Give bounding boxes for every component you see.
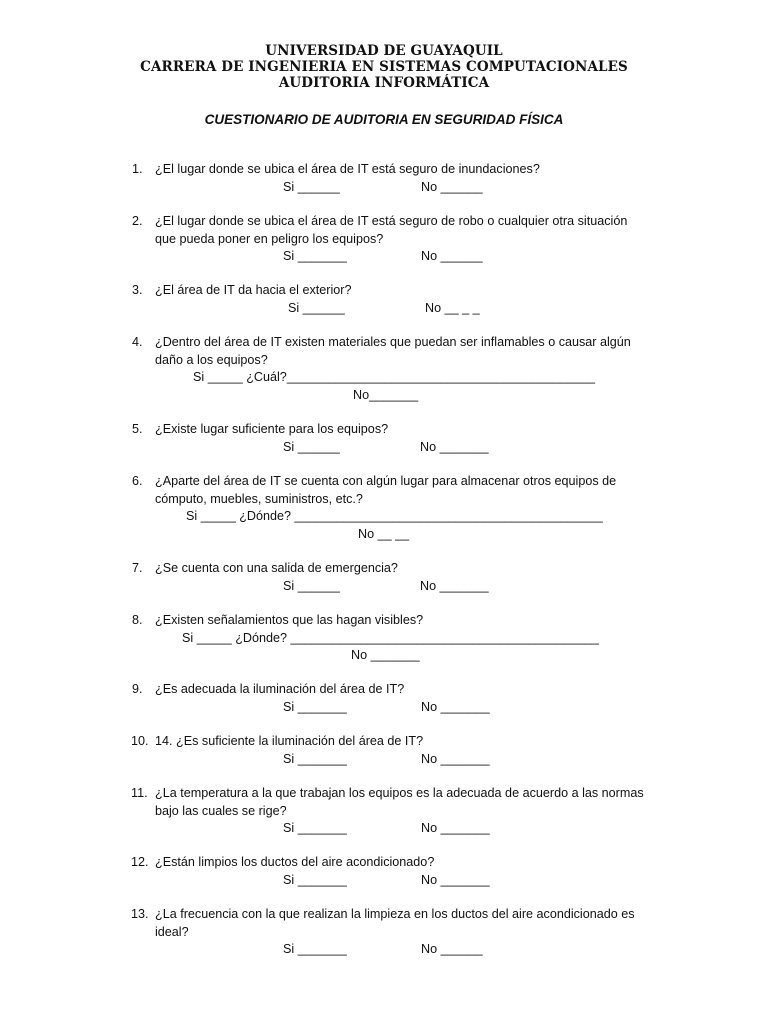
answer-si-cual: Si _____ ¿Cuál?____________________________________________	[193, 370, 595, 384]
question-line: ¿Están limpios los ductos del aire acondicionado?	[155, 855, 435, 869]
question-number: 12.	[131, 855, 149, 869]
question-line: ideal?	[155, 924, 189, 939]
answer-no: No _______	[420, 578, 489, 593]
answer-si-donde: Si _____ ¿Dónde? ____________________________________________	[186, 509, 603, 523]
question-line: 14. ¿Es suficiente la iluminación del área de IT?	[155, 734, 424, 748]
answer-no: No _______	[421, 699, 490, 714]
question-text	[155, 906, 635, 941]
answer-no: No_______	[353, 387, 419, 402]
answer-si: Si _______	[283, 872, 347, 887]
question-number: 10.	[131, 734, 149, 748]
question-line: ¿Existe lugar suficiente para los equipos?	[155, 422, 389, 436]
question-text	[155, 473, 616, 508]
question-line: ¿Dentro del área de IT existen materiales que puedan ser inflamables o causar algún	[155, 335, 631, 349]
answer-si: Si _______	[283, 751, 347, 766]
answer-no: No _______	[421, 751, 490, 766]
question-text	[155, 421, 388, 439]
answer-no: No ______	[421, 179, 483, 194]
answer-no: No ______	[421, 249, 483, 263]
question-line: daño a los equipos?	[155, 352, 268, 367]
question-line: ¿El área de IT da hacia el exterior?	[155, 283, 352, 297]
questionnaire-title: CUESTIONARIO DE AUDITORIA EN SEGURIDAD FÍSICA	[204, 112, 564, 127]
question-number: 9.	[132, 682, 143, 696]
question-text	[155, 612, 423, 630]
question-text	[155, 560, 398, 578]
answer-no: No _______	[351, 648, 420, 662]
answer-si: Si ______	[283, 578, 340, 593]
question-line: ¿Es adecuada la iluminación del área de IT?	[155, 682, 405, 696]
question-number: 6.	[132, 474, 143, 488]
question-text	[155, 733, 423, 751]
answer-si: Si _______	[283, 249, 347, 263]
answer-si: Si _______	[283, 821, 347, 835]
question-line: cómputo, muebles, suministros, etc.?	[155, 491, 363, 506]
answer-no: No _______	[421, 821, 490, 835]
answer-no: No __ __	[358, 526, 410, 541]
question-line: ¿El lugar donde se ubica el área de IT está seguro de robo o cualquier otra situación	[155, 214, 628, 228]
question-number: 7.	[132, 561, 143, 575]
question-number: 8.	[132, 613, 143, 627]
answer-si: Si ______	[283, 439, 340, 454]
question-text	[155, 213, 627, 248]
question-text	[155, 681, 404, 699]
question-line: ¿La temperatura a la que trabajan los equipos es la adecuada de acuerdo a las normas	[155, 786, 644, 800]
question-line: bajo las cuales se rige?	[155, 803, 287, 818]
question-number: 5.	[132, 422, 143, 436]
question-line: ¿La frecuencia con la que realizan la limpieza en los ductos del aire acondicionado es	[155, 907, 635, 921]
answer-si: Si _______	[283, 942, 347, 956]
question-line: que pueda poner en peligro los equipos?	[155, 231, 384, 246]
question-text	[155, 282, 351, 300]
question-text	[155, 785, 644, 820]
question-text	[155, 854, 434, 872]
university-name: UNIVERSIDAD DE GUAYAQUIL	[265, 43, 503, 59]
question-number: 4.	[132, 335, 143, 349]
answer-no: No __ _ _	[425, 300, 480, 315]
question-number: 11.	[131, 786, 148, 800]
career-name: CARRERA DE INGENIERIA EN SISTEMAS COMPUTACIONALES	[140, 59, 628, 75]
answer-no: No ______	[421, 942, 483, 956]
answer-si-donde: Si _____ ¿Dónde? ____________________________________________	[182, 630, 599, 645]
question-line: ¿Existen señalamientos que las hagan visibles?	[155, 613, 424, 627]
course-name: AUDITORIA INFORMÁTICA	[278, 75, 490, 91]
answer-si: Si _______	[283, 699, 347, 714]
answer-no: No _______	[421, 872, 490, 887]
question-text	[155, 161, 540, 179]
question-line: ¿Se cuenta con una salida de emergencia?	[155, 561, 398, 575]
answer-si: Si ______	[288, 300, 345, 315]
answer-no: No _______	[420, 439, 489, 454]
question-line: ¿Aparte del área de IT se cuenta con algún lugar para almacenar otros equipos de	[155, 474, 617, 488]
document-header	[0, 43, 768, 91]
question-number: 3.	[132, 283, 143, 297]
question-number: 2.	[132, 214, 143, 228]
question-text	[155, 334, 631, 369]
question-line: ¿El lugar donde se ubica el área de IT está seguro de inundaciones?	[155, 162, 540, 176]
answer-si: Si ______	[283, 179, 340, 194]
question-number: 13.	[131, 907, 149, 921]
question-number: 1.	[132, 162, 143, 176]
